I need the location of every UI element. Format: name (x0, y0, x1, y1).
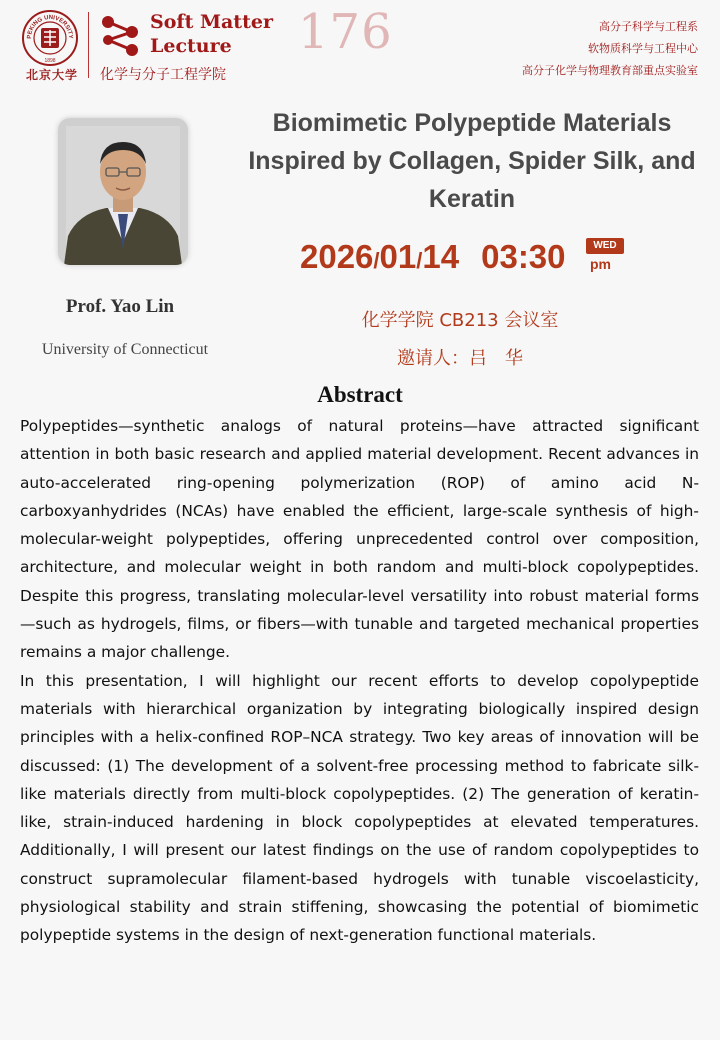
speaker-affiliation: University of Connecticut (41, 341, 209, 358)
organizer-item: 软物质科学与工程中心 (588, 42, 698, 55)
organizer-item: 高分子化学与物理教育部重点实验室 (522, 64, 698, 77)
seal-year: 1898 (44, 58, 56, 64)
series-title (150, 10, 273, 58)
speaker-photo (58, 118, 188, 265)
speaker-name: Prof. Yao Lin (65, 296, 175, 317)
talk-venue: 化学学院 CB213 会议室 (361, 310, 559, 331)
date-separator: / (373, 248, 380, 273)
date-separator: / (416, 248, 423, 273)
college-name: 化学与分子工程学院 (100, 67, 226, 83)
abstract-body (20, 412, 699, 950)
talk-inviter: 邀请人：吕 华 (397, 348, 523, 369)
series-title-line2: Lecture (150, 35, 232, 57)
organizer-list (522, 16, 698, 82)
date-month: 01 (379, 238, 417, 275)
date-year: 2026 (300, 238, 374, 275)
soft-matter-molecule-icon (98, 12, 144, 58)
speaker-portrait-image (58, 118, 188, 265)
organizer-item: 高分子科学与工程系 (599, 20, 698, 33)
weekday-badge: WED (586, 238, 624, 254)
talk-title: Biomimetic Polypeptide Materials Inspired by Collagen, Spider Silk, and Keratin (248, 109, 696, 213)
ampm-label: pm (590, 256, 611, 272)
abstract-paragraph: Polypeptides—synthetic analogs of natural proteins—have attracted significant attention in both basic research and applied material development. Recent advances in auto-accelerated ring-opening polymerization (ROP) of amino acid N-carboxyanhydrides (NCAs) have enabled the efficient, large-scale synthesis of high-molecular-weight polypeptides, offering unprecedented control over composition, architecture, and molecular weight in both random and multi-block copolypeptides. Despite this progress, translating molecular-level versatility into robust material forms—such as hydrogels, films, or fibers—with tunable and targeted mechanical properties remains a major challenge. (20, 417, 699, 662)
talk-time: 03:30 (481, 238, 566, 275)
abstract-heading: Abstract (317, 382, 403, 407)
date-day: 14 (422, 238, 460, 275)
lecture-number: 176 (298, 4, 393, 60)
header (0, 0, 720, 90)
talk-datetime (300, 238, 566, 276)
university-name: 北京大学 (25, 68, 78, 82)
abstract-paragraph: In this presentation, I will highlight our recent efforts to develop copolypeptide materials with hierarchical organization by integrating biologically inspired design principles with a helix-confined ROP–NCA strategy. Two key areas of innovation will be discussed: (1) The development of a solvent-free processing method to fabricate silk-like materials directly from multi-block copolypeptides. (2) The generation of keratin-like, strain-induced hardening in block copolypeptides at elevated temperatures. Additionally, I will present our latest findings on the use of random copolypeptides to construct supramolecular filament-based hydrogels with tunable viscoelasticity, physiological stability and strain stiffening, showcasing the potential of biomimetic polypeptide systems in the design of next-generation functional materials. (20, 671, 699, 945)
pku-seal-logo (22, 10, 78, 66)
header-divider (88, 12, 89, 78)
series-title-line1: Soft Matter (150, 11, 273, 33)
seal-text: PEKING UNIVERSITY (26, 14, 74, 39)
